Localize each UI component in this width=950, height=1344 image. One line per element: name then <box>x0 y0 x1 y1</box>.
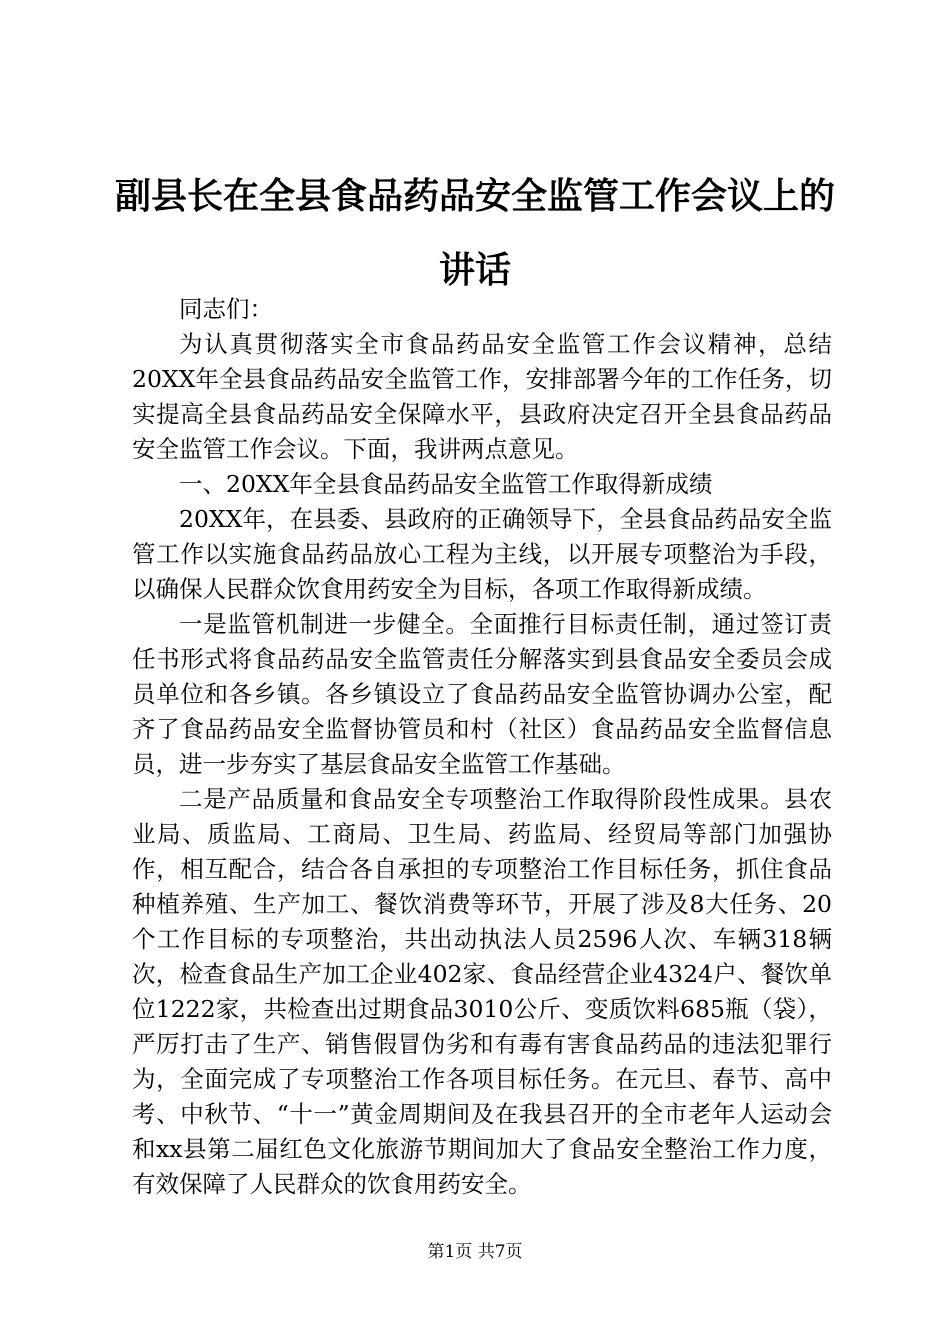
paragraph-point-2: 二是产品质量和食品安全专项整治工作取得阶段性成果。县农业局、质监局、工商局、卫生局、药监局、经贸局等部门加强协作，相互配合，结合各自承担的专项整治工作目标任务，抓住食品种植养殖、生产加工、餐饮消费等环节，开展了涉及8大任务、20个工作目标的专项整治，共出动执法人员2596人次、车辆318辆次，检查食品生产加工企业402家、食品经营企业4324户、餐饮单位1222家，共检查出过期食品3010公斤、变质饮料685瓶（袋），严厉打击了生产、销售假冒伪劣和有毒有害食品药品的违法犯罪行为，全面完成了专项整治工作各项目标任务。在元旦、春节、高中考、中秋节、“十一”黄金周期间及在我县召开的全市老年人运动会和xx县第二届红色文化旅游节期间加大了食品安全整治工作力度，有效保障了人民群众的饮食用药安全。 <box>132 785 832 1198</box>
document-title <box>110 160 840 308</box>
title-line-2: 讲话 <box>438 250 511 291</box>
paragraph-achievements: 20XX年，在县委、县政府的正确领导下，全县食品药品安全监管工作以实施食品药品放心工程为主线，以开展专项整治为手段，以确保人民群众饮食用药安全为目标，各项工作取得新成绩。 <box>132 505 832 603</box>
paragraph-intro: 为认真贯彻落实全市食品药品安全监管工作会议精神，总结20XX年全县食品药品安全监管工作，安排部署今年的工作任务，切实提高全县食品药品安全保障水平，县政府决定召开全县食品药品安全监管工作会议。下面，我讲两点意见。 <box>132 330 832 463</box>
document-body <box>132 292 832 1202</box>
title-line-1: 副县长在全县食品药品安全监管工作会议上的 <box>114 176 835 217</box>
salutation: 同志们： <box>179 295 273 323</box>
paragraph-point-1: 一是监管机制进一步健全。全面推行目标责任制，通过签订责任书形式将食品药品安全监管责任分解落实到县食品安全委员会成员单位和各乡镇。各乡镇设立了食品药品安全监管协调办公室，配齐了食品药品安全监督协管员和村（社区）食品药品安全监督信息员，进一步夯实了基层食品安全监管工作基础。 <box>132 610 832 778</box>
page-footer: 第1页 共7页 <box>427 1242 523 1262</box>
section-heading-1: 一、20XX年全县食品药品安全监管工作取得新成绩 <box>179 470 713 498</box>
